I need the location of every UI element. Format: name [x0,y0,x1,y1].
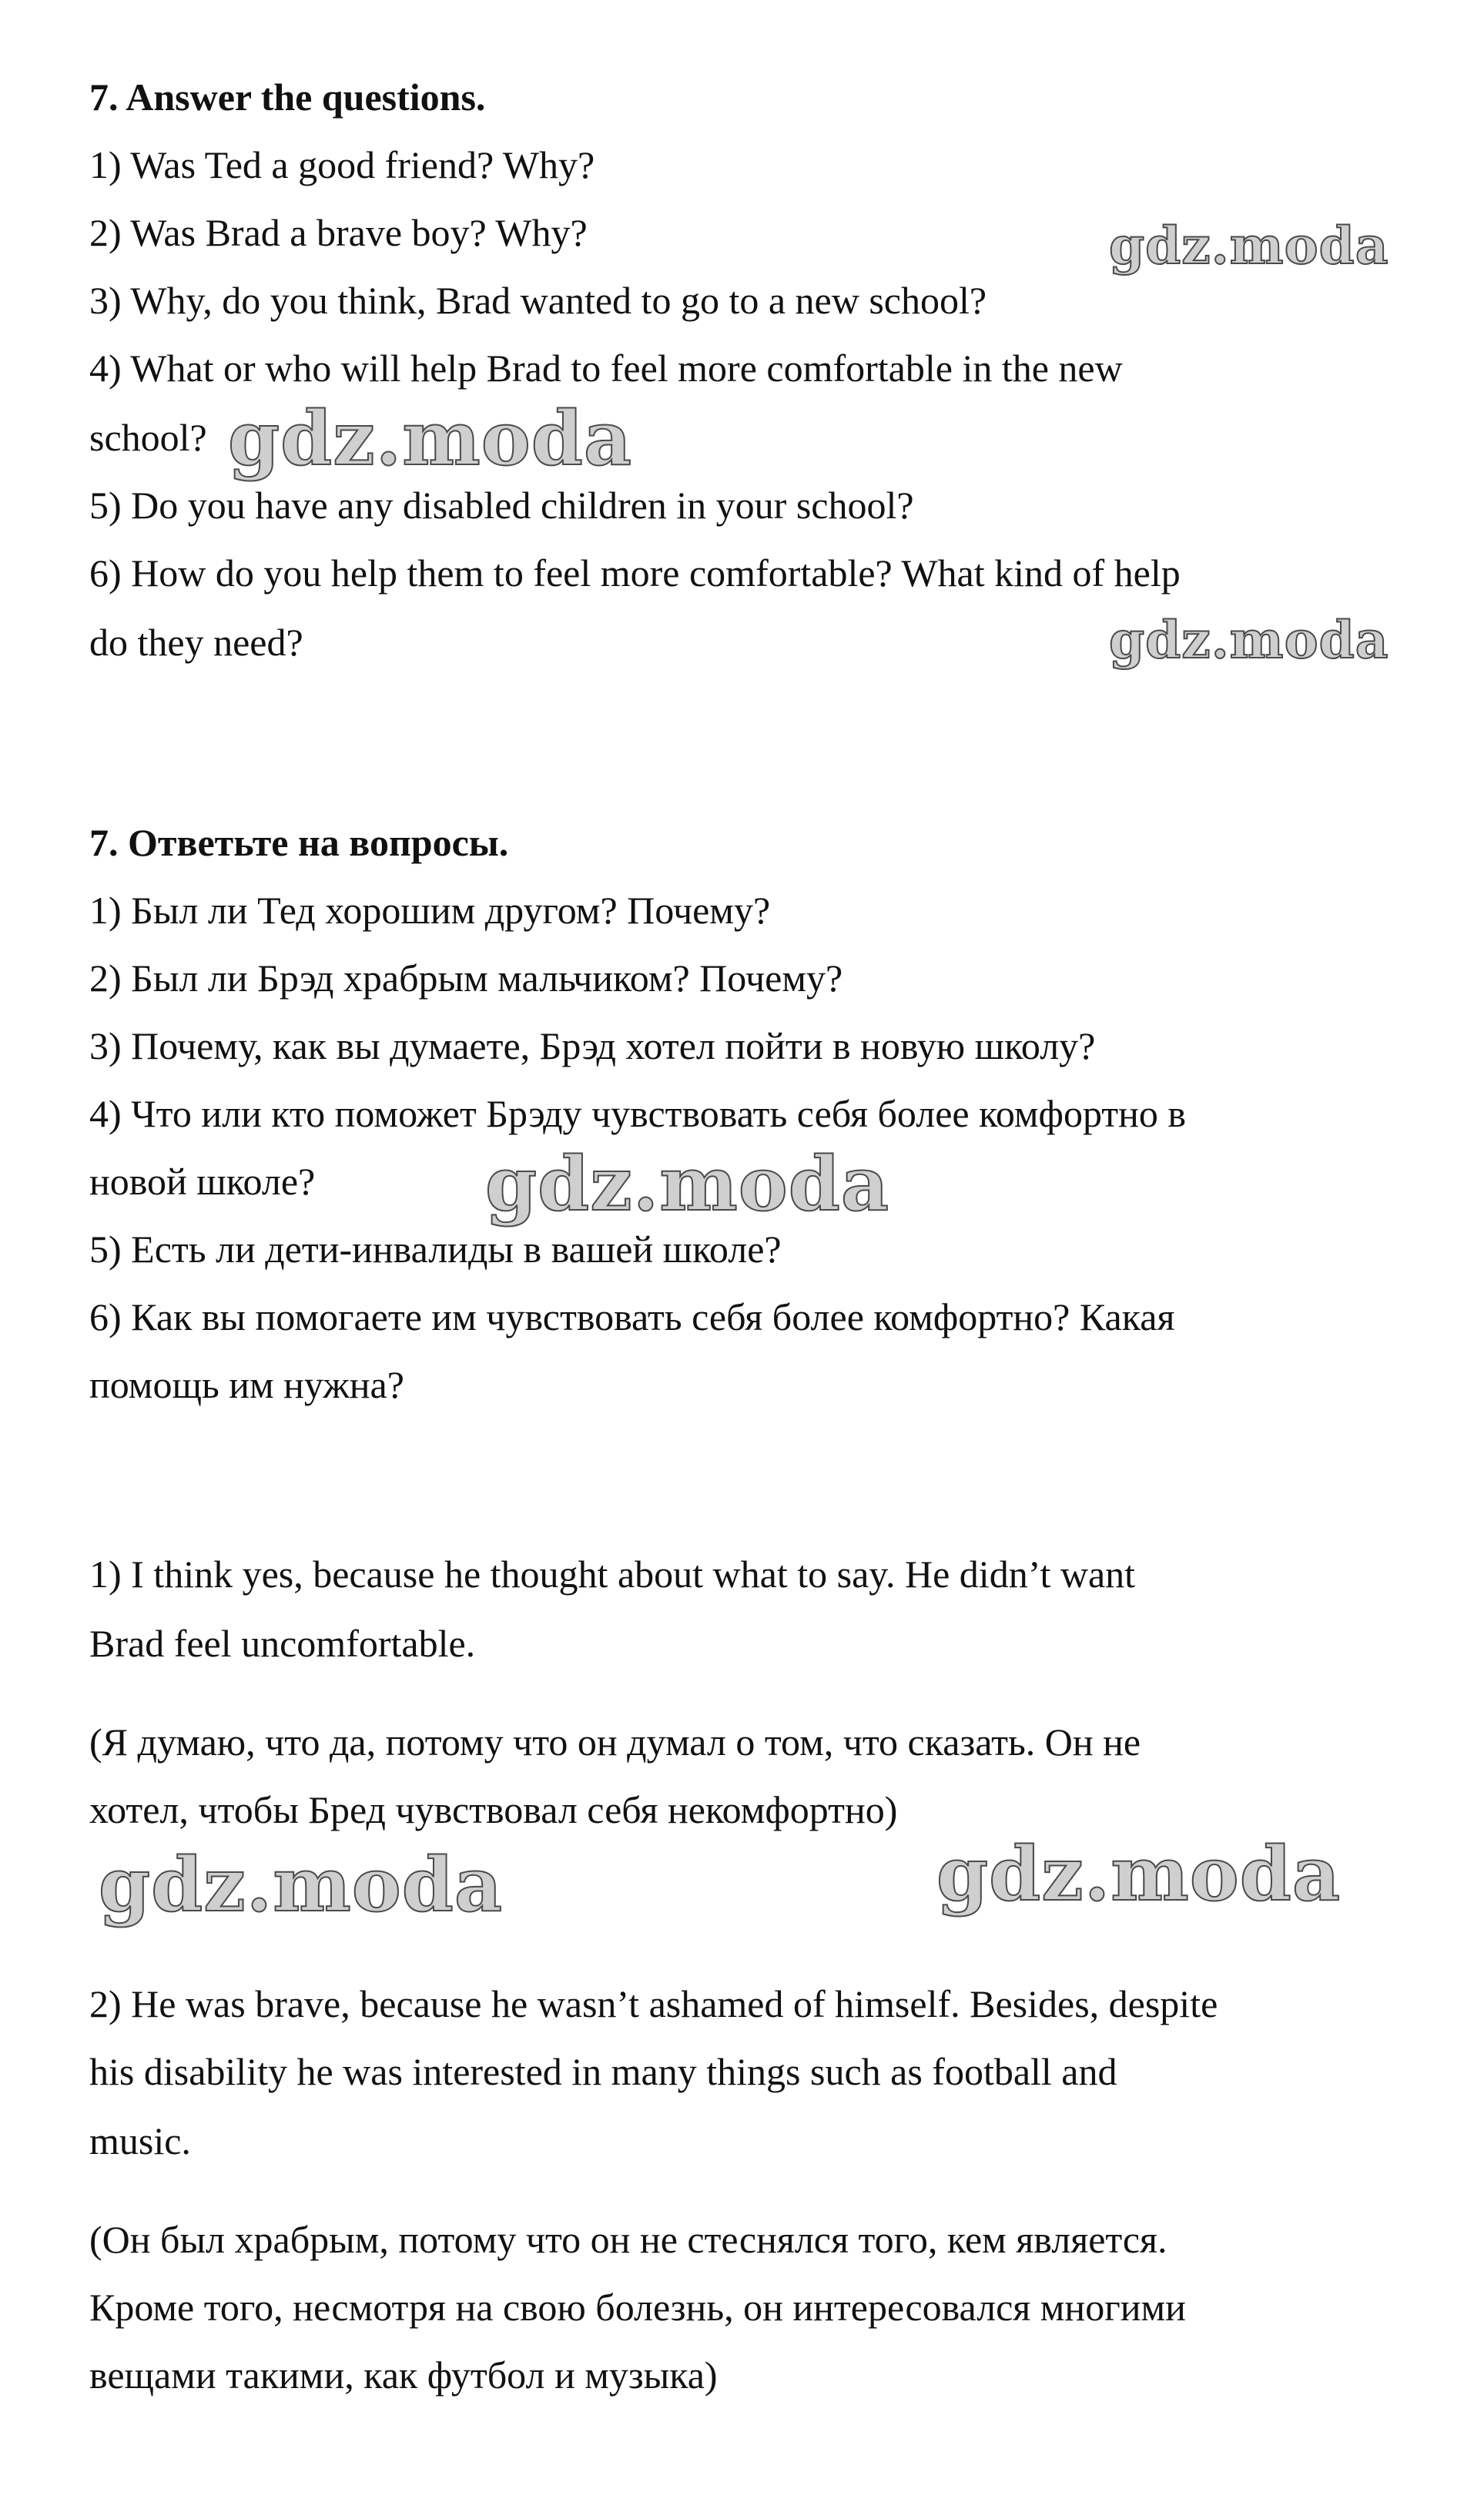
question-4-en-line-1: 4) What or who will help Brad to feel more comfortable in the new [89,347,1123,390]
watermark: gdz.moda [485,1141,890,1228]
answer-2-ru-line-3: вещами такими, как футбол и музыка) [89,2353,718,2397]
question-5-en: 5) Do you have any disabled children in your school? [89,484,914,527]
watermark: gdz.moda [936,1831,1342,1918]
answer-2-en-line-2: his disability he was interested in many things such as football and [89,2050,1117,2093]
question-4-en-line-2: school? [89,416,207,459]
question-4-ru-line-2: новой школе? [89,1160,316,1203]
answer-1-ru-line-1: (Я думаю, что да, потому что он думал о том, что сказать. Он не [89,1720,1141,1764]
answer-2-ru-line-1: (Он был храбрым, потому что он не стеснялся того, кем является. [89,2218,1167,2261]
question-2-en: 2) Was Brad a brave boy? Why? [89,211,588,254]
watermark: gdz.moda [1109,610,1389,670]
answer-2-ru-line-2: Кроме того, несмотря на свою болезнь, он интересовался многими [89,2286,1186,2329]
task-heading-ru: 7. Ответьте на вопросы. [89,821,509,864]
question-6-ru-line-2: помощь им нужна? [89,1363,404,1406]
question-3-ru: 3) Почему, как вы думаете, Брэд хотел пойти в новую школу? [89,1024,1096,1067]
question-5-ru: 5) Есть ли дети-инвалиды в вашей школе? [89,1228,782,1271]
answer-2-en-line-3: music. [89,2119,191,2162]
answer-1-ru-line-2: хотел, чтобы Бред чувствовал себя некомфортно) [89,1788,898,1831]
watermark: gdz.moda [99,1841,504,1928]
watermark: gdz.moda [228,395,633,482]
question-4-ru-line-1: 4) Что или кто поможет Брэду чувствовать себя более комфортно в [89,1092,1186,1135]
question-1-ru: 1) Был ли Тед хорошим другом? Почему? [89,889,771,932]
task-heading-en: 7. Answer the questions. [89,75,486,119]
question-6-ru-line-1: 6) Как вы помогаете им чувствовать себя более комфортно? Какая [89,1295,1175,1338]
question-6-en-line-2: do they need? [89,621,303,664]
watermark: gdz.moda [1109,216,1389,276]
answer-1-en-line-1: 1) I think yes, because he thought about what to say. He didn’t want [89,1553,1136,1596]
question-1-en: 1) Was Ted a good friend? Why? [89,143,595,186]
question-3-en: 3) Why, do you think, Brad wanted to go to a new school? [89,279,987,322]
answer-2-en-line-1: 2) He was brave, because he wasn’t ashamed of himself. Besides, despite [89,1982,1218,2025]
question-2-ru: 2) Был ли Брэд храбрым мальчиком? Почему? [89,956,843,1000]
question-6-en-line-1: 6) How do you help them to feel more comfortable? What kind of help [89,551,1181,595]
answer-1-en-line-2: Brad feel uncomfortable. [89,1622,476,1665]
